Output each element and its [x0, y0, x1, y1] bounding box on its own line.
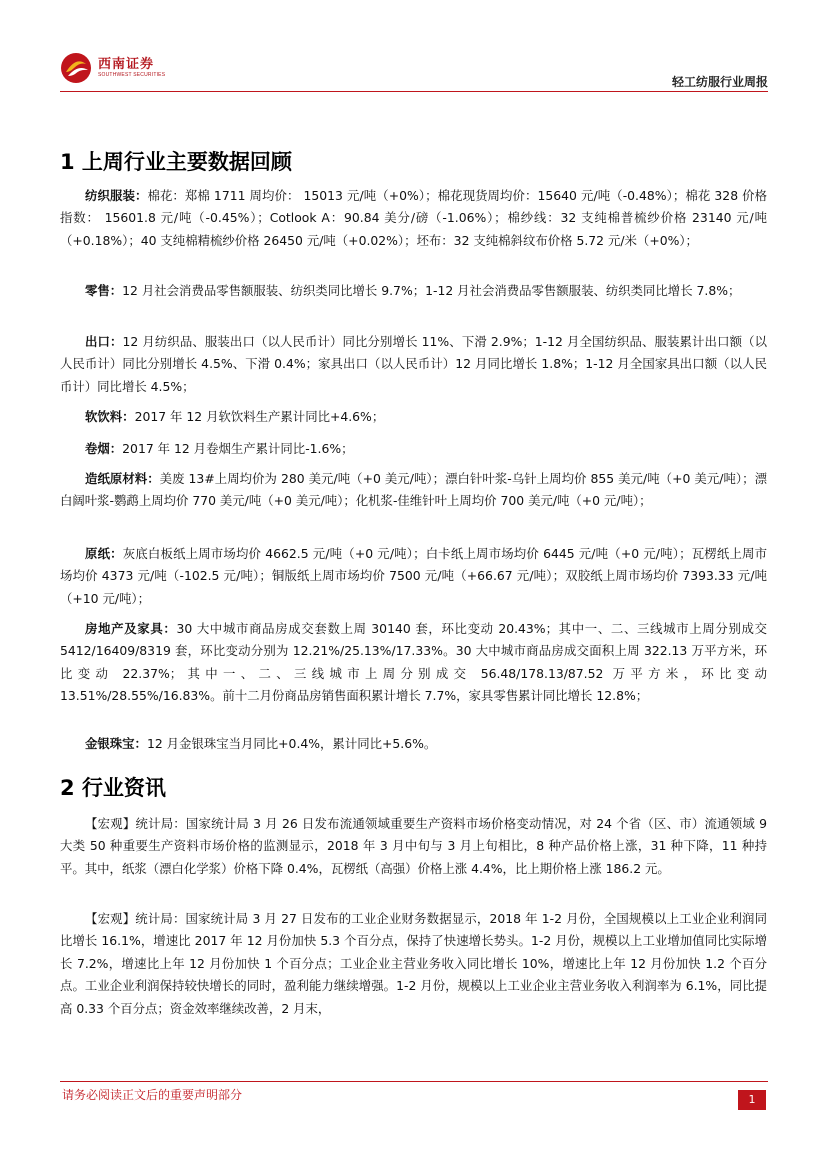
logo-chinese-name: 西南证券	[98, 57, 155, 72]
disclaimer-notice: 请务必阅读正文后的重要声明部分	[62, 1088, 243, 1102]
paragraph-label: 卷烟：	[85, 441, 123, 456]
section-1-title: 1 上周行业主要数据回顾	[60, 150, 292, 174]
paragraph-label: 造纸原材料：	[85, 471, 160, 486]
paragraph-retail	[60, 280, 767, 302]
report-type-title: 轻工纺服行业周报	[671, 75, 768, 89]
paragraph-text: 12 月社会消费品零售额服装、纺织类同比增长 9.7%；1-12 月社会消费品零售额服装、纺织类同比增长 7.8%；	[122, 283, 741, 298]
paragraph-paper-materials	[60, 468, 767, 513]
news-paragraph	[60, 813, 767, 880]
paragraph-label: 零售：	[85, 283, 123, 298]
paragraph-label: 纺织服装：	[85, 188, 148, 203]
page-number: 1	[738, 1090, 766, 1110]
paragraph-label: 软饮料：	[85, 409, 135, 424]
paragraph-text: 美废 13#上周均价为 280 美元/吨（+0 美元/吨）；漂白针叶浆-乌针上周均价 855 美元/吨（+0 美元/吨）；漂白阔叶浆-鹦鹉上周均价 770 美元/吨（+0 美元/吨）；化机浆-佳维针叶上周均价 700 美元/吨（+0 元/吨）；	[60, 471, 768, 509]
paragraph-text: 棉花：郑棉 1711 周均价： 15013 元/吨（+0%）；棉花现货周均价：15640 元/吨（-0.48%）；棉花 328 价格指数： 15601.8 元/吨（-0.45%）；Cotlook A：90.84 美分/磅（-1.06%）；棉纱线：32 支纯棉普梳纱价格 23140 元/吨（+0.18%）；40 支纯棉精梳纱价格 26450 元/吨（+0.02%）；坯布：32 支纯棉斜纹布价格 5.72 元/米（+0%）；	[60, 188, 767, 248]
paragraph-base-paper	[60, 543, 767, 610]
paragraph-cigarettes	[60, 438, 767, 460]
page-header	[60, 40, 768, 95]
paragraph-text: 【宏观】统计局：国家统计局 3 月 27 日发布的工业企业财务数据显示，2018 年 1-2 月份，全国规模以上工业企业利润同比增长 16.1%，增速比 2017 年 12 月份加快 5.3 个百分点，保持了快速增长势头。1-2 月份，规模以上工业增加值同比实际增长 7.2%，增速比上年 12 月份加快 1 个百分点；工业企业主营业务收入同比增长 10%，增速比上年 12 月份加快 1.2 个百分点。工业企业利润保持较快增长的同时，盈利能力继续增强。1-2 月份，规模以上工业企业主营业务收入利润率为 6.1%，同比提高 0.33 个百分点；资金效率继续改善，2 月末，	[60, 911, 767, 1016]
paragraph-text: 12 月纺织品、服装出口（以人民币计）同比分别增长 11%、下滑 2.9%；1-12 月全国纺织品、服装累计出口额（以人民币计）同比分别增长 4.5%、下滑 0.4%；家具出口（以人民币计）12 月同比增长 1.8%；1-12 月全国家具出口额（以人民币计）同比增长 4.5%；	[60, 334, 767, 394]
section-2-title: 2 行业资讯	[60, 776, 166, 800]
paragraph-text: 【宏观】统计局：国家统计局 3 月 26 日发布流通领域重要生产资料市场价格变动情况，对 24 个省（区、市）流通领域 9 大类 50 种重要生产资料市场价格的监测显示，2018 年 3 月中旬与 3 月上旬相比，8 种产品价格上涨，31 种下降，11 种持平。其中，纸浆（漂白化学浆）价格下降 0.4%，瓦楞纸（高强）价格上涨 4.4%，比上期价格上涨 186.2 元。	[60, 816, 767, 876]
news-paragraph	[60, 908, 767, 1020]
paragraph-text: 12 月金银珠宝当月同比+0.4%，累计同比+5.6%。	[146, 736, 437, 751]
paragraph-label: 原纸：	[85, 546, 123, 561]
company-logo	[60, 46, 165, 90]
paragraph-text: 2017 年 12 月卷烟生产累计同比-1.6%；	[122, 441, 354, 456]
paragraph-label: 金银珠宝：	[85, 736, 147, 751]
logo-emblem-icon	[60, 52, 92, 84]
footer-divider	[60, 1081, 768, 1082]
header-divider	[60, 91, 768, 92]
paragraph-soft-drinks	[60, 406, 767, 428]
paragraph-label: 房地产及家具：	[85, 621, 177, 636]
paragraph-text: 灰底白板纸上周市场均价 4662.5 元/吨（+0 元/吨）；白卡纸上周市场均价 6445 元/吨（+0 元/吨）；瓦楞纸上周市场均价 4373 元/吨（-102.5 元/吨）；铜版纸上周市场均价 7500 元/吨（+66.67 元/吨）；双胶纸上周市场均价 7393.33 元/吨（+10 元/吨）；	[60, 546, 767, 606]
paragraph-export	[60, 331, 767, 398]
paragraph-jewelry	[60, 733, 767, 755]
paragraph-text: 30 大中城市商品房成交套数上周 30140 套，环比变动 20.43%；其中一、二、三线城市上周分别成交 5412/16409/8319 套，环比变动分别为 12.21%/25.13%/17.33%。30 大中城市商品房成交面积上周 322.13 万平方米，环比变动 22.37%；其中一、二、三线城市上周分别成交 56.48/178.13/87.52 万平方米，环比变动 13.51%/28.55%/16.83%。前十二月份商品房销售面积累计增长 7.7%，家具零售累计同比增长 12.8%；	[60, 621, 768, 704]
logo-english-name: SOUTHWEST SECURITIES	[98, 72, 166, 78]
paragraph-text: 2017 年 12 月软饮料生产累计同比+4.6%；	[134, 409, 385, 424]
paragraph-real-estate-furniture	[60, 618, 767, 708]
paragraph-textile	[60, 185, 767, 252]
paragraph-label: 出口：	[85, 334, 123, 349]
